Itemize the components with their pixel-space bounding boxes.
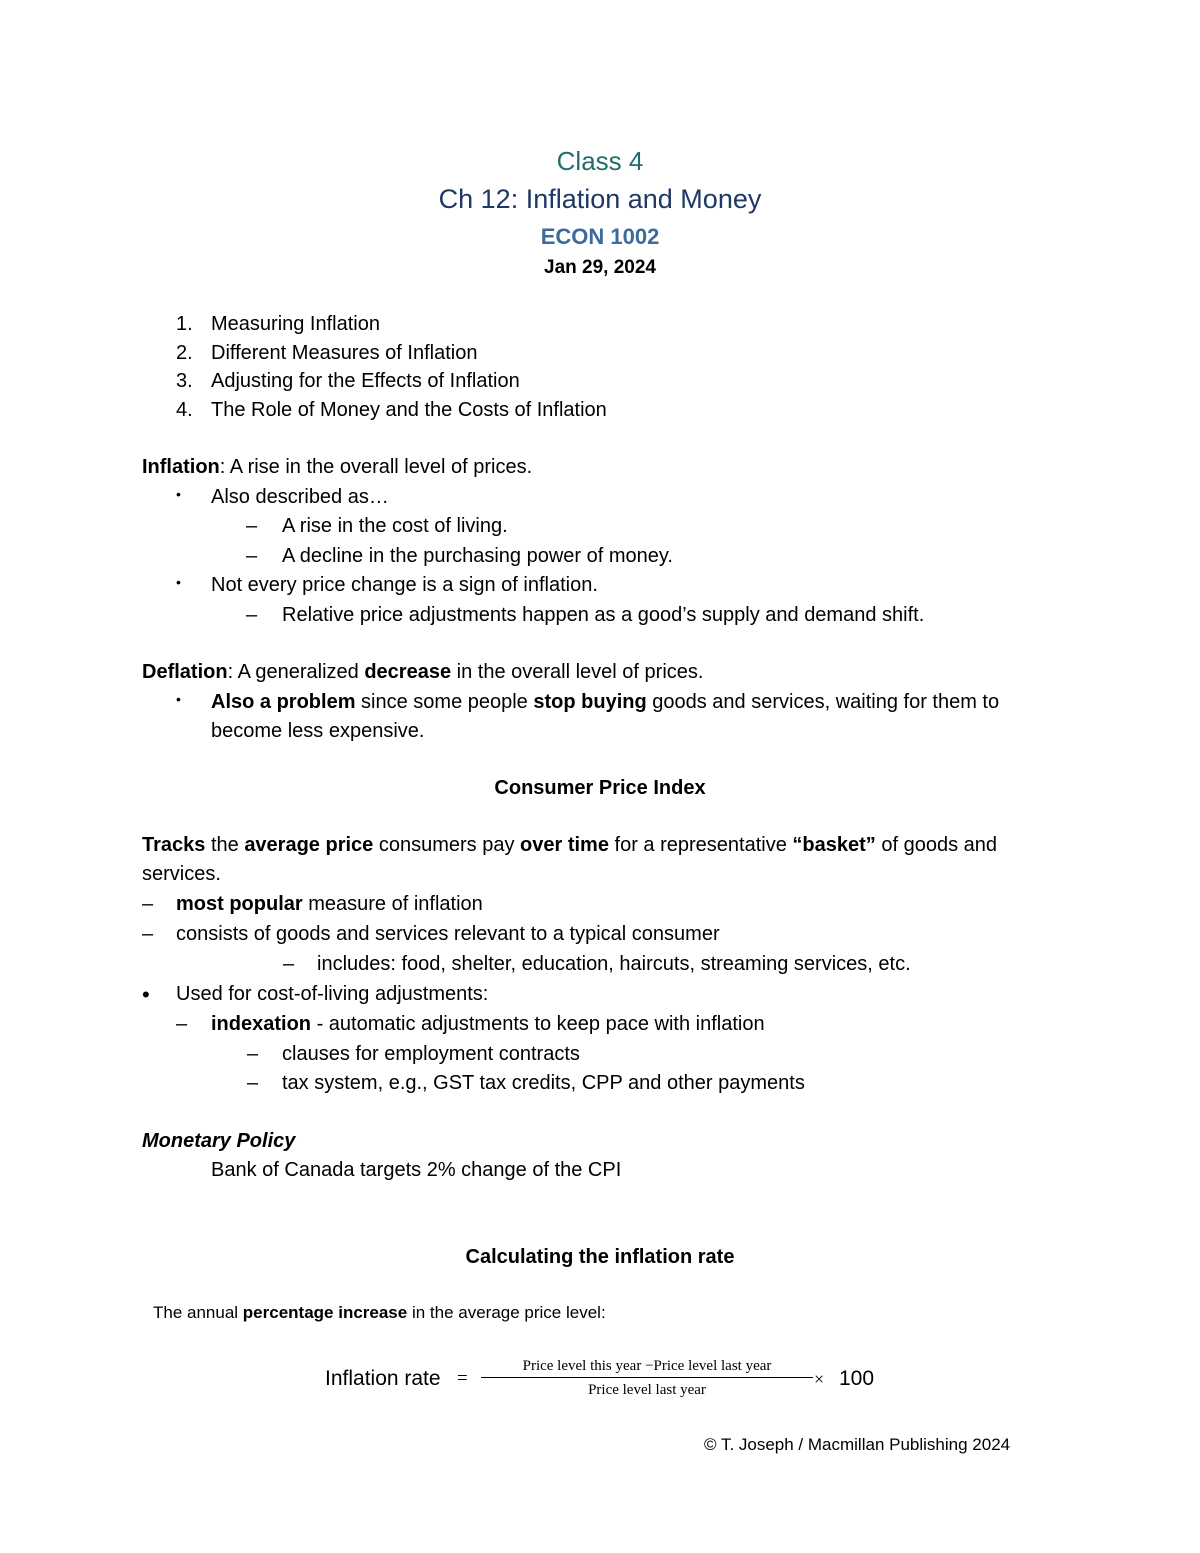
text-span: the [205,834,245,856]
text-span-bold: indexation [211,1013,312,1035]
text-span: consumers pay [373,834,521,856]
cpi-sub-item: tax system, e.g., GST tax credits, CPP and other payments [282,1072,805,1094]
dash-icon: – [176,1013,188,1035]
deflation-bullet-cont: become less expensive. [211,720,425,742]
outline-num: 4. [176,399,193,421]
inflation-definition [142,457,532,477]
dash-icon: – [283,953,295,975]
text-span-bold: over time [520,834,609,856]
inflation-bullet: Also described as… [211,486,389,508]
text-span-bold: Tracks [142,834,206,856]
text-span: - automatic adjustments to keep pace with inflation [311,1013,765,1035]
outline-num: 2. [176,342,193,364]
text-span-bold: decrease [364,661,452,683]
inflation-term: Inflation [142,456,220,478]
class-title: Class 4 [556,146,644,176]
bullet-icon: • [176,574,181,590]
text-span: for a representative [608,834,793,856]
course-code: ECON 1002 [540,224,660,249]
chapter-title: Ch 12: Inflation and Money [438,184,762,214]
text-span-bold: stop buying [533,691,647,713]
dash-icon: – [142,923,154,945]
deflation-bullet [211,692,999,712]
times-icon: × [814,1369,825,1389]
outline-item: The Role of Money and the Costs of Inflation [211,399,607,421]
dash-icon: – [142,893,154,915]
text-span: of goods and [875,834,997,856]
text-span: in the overall level of prices. [451,661,704,683]
dash-icon: – [246,515,258,537]
text-span-bold: “basket” [792,834,876,856]
inflation-bullet: Not every price change is a sign of inflation. [211,574,598,596]
formula-denominator: Price level last year [588,1382,706,1398]
text-span-bold: most popular [176,893,303,915]
cpi-dash-item: includes: food, shelter, education, haircuts, streaming services, etc. [317,953,911,975]
calc-heading: Calculating the inflation rate [465,1246,735,1268]
monetary-heading: Monetary Policy [142,1130,296,1152]
cpi-dash-item [176,894,483,914]
outline-item: Different Measures of Inflation [211,342,478,364]
text-span: in the average price level: [407,1303,606,1322]
cpi-indexation [211,1014,765,1034]
monetary-text: Bank of Canada targets 2% change of the CPI [211,1159,622,1181]
cpi-paragraph [142,835,997,855]
calc-intro [153,1304,606,1321]
formula-numerator: Price level this year −Price level last year [522,1358,772,1374]
outline-item: Adjusting for the Effects of Inflation [211,370,520,392]
text-span-bold: average price [244,834,374,856]
formula-fraction [481,1356,813,1400]
outline-item: Measuring Inflation [211,313,380,335]
deflation-definition [142,662,703,682]
bullet-icon: • [142,982,150,1007]
dash-icon: – [246,545,258,567]
text-span: goods and services, waiting for them to [646,691,1000,713]
fraction-bar [481,1377,813,1378]
formula-factor: 100 [839,1367,875,1390]
bullet-icon: • [176,486,181,502]
dash-icon: – [246,604,258,626]
copyright: © T. Joseph / Macmillan Publishing 2024 [704,1435,1011,1454]
inflation-sub: A rise in the cost of living. [282,515,508,537]
text-span: : A generalized [227,661,365,683]
text-span: since some people [355,691,534,713]
text-span: measure of inflation [302,893,483,915]
bullet-icon: • [176,691,181,707]
dash-icon: – [247,1043,259,1065]
deflation-term: Deflation [142,661,228,683]
inflation-sub: Relative price adjustments happen as a good’s supply and demand shift. [282,604,925,626]
cpi-bullet: Used for cost-of-living adjustments: [176,983,489,1005]
outline-num: 1. [176,313,193,335]
outline-num: 3. [176,370,193,392]
text-span-bold: Also a problem [211,691,356,713]
cpi-dash-item: consists of goods and services relevant to a typical consumer [176,923,720,945]
formula-lhs: Inflation rate [325,1367,441,1390]
inflation-sub: A decline in the purchasing power of money. [282,545,673,567]
inflation-def-text: : A rise in the overall level of prices. [219,456,533,478]
formula-equals: = [457,1368,468,1389]
cpi-paragraph-cont: services. [142,863,221,885]
cpi-heading: Consumer Price Index [494,777,706,799]
dash-icon: – [247,1072,259,1094]
date: Jan 29, 2024 [544,257,656,278]
text-span: The annual [153,1303,243,1322]
text-span-bold: percentage increase [242,1303,408,1322]
cpi-sub-item: clauses for employment contracts [282,1043,580,1065]
